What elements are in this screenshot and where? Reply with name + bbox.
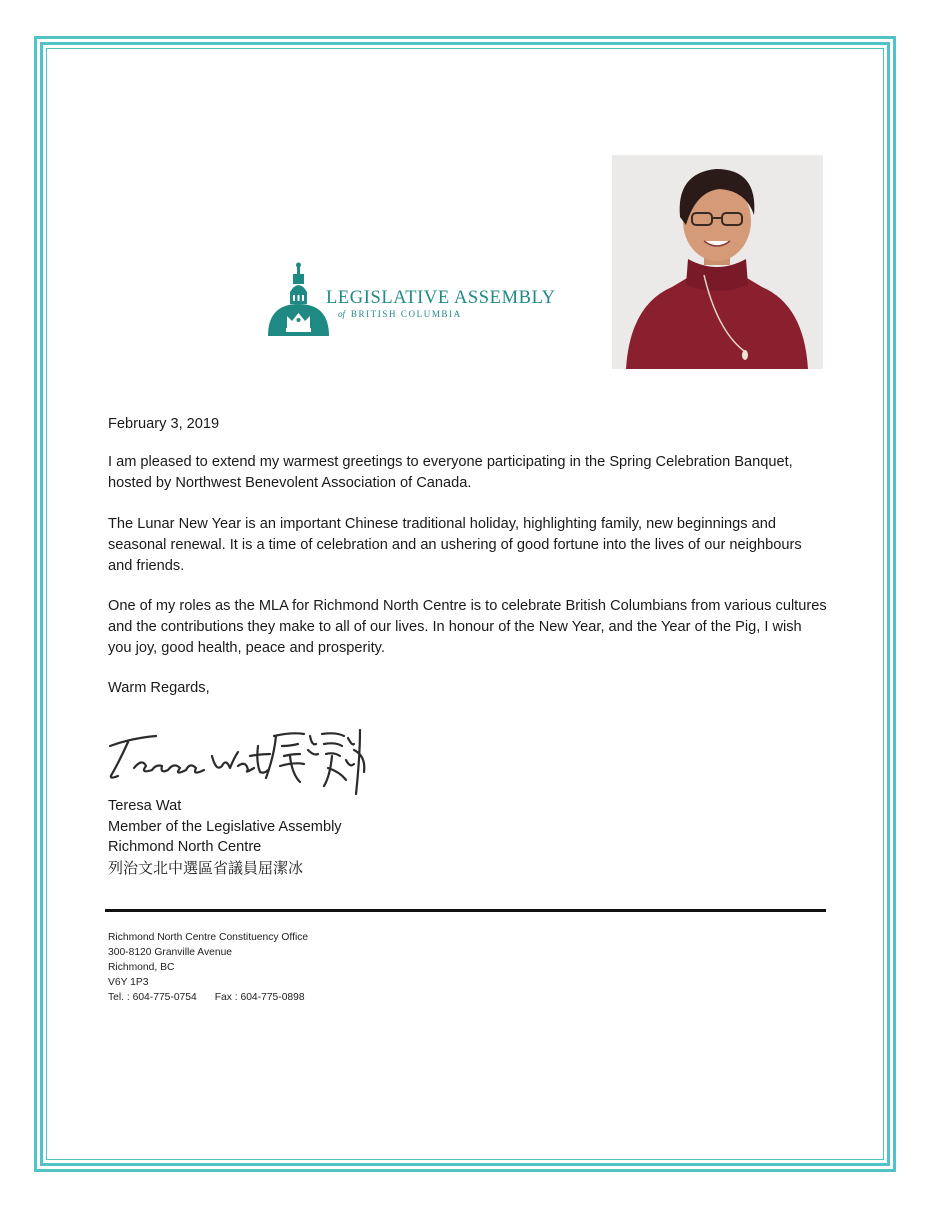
- office-tel: Tel. : 604-775-0754: [108, 992, 197, 1003]
- signer-name: Teresa Wat: [108, 798, 182, 814]
- logo-subtitle-prefix: of: [338, 309, 346, 319]
- signer-block: [108, 796, 342, 879]
- office-fax: Fax : 604-775-0898: [214, 992, 305, 1003]
- portrait-illustration: [612, 155, 823, 369]
- letter-date: February 3, 2019: [108, 416, 220, 432]
- signer-chinese-title: 列治文北中選區省議員屈潔冰: [108, 859, 304, 877]
- logo-subtitle: [338, 309, 462, 319]
- footer-divider: [105, 909, 826, 912]
- office-city: Richmond, BC: [108, 962, 175, 973]
- office-footer: [108, 930, 308, 1005]
- office-postal: V6Y 1P3: [108, 977, 149, 988]
- letter-closing: Warm Regards,: [108, 680, 210, 696]
- office-name: Richmond North Centre Constituency Office: [108, 932, 309, 943]
- letter-paragraph-1: I am pleased to extend my warmest greetings to everyone participating in the Spring Celebration Banquet, hosted by Northwest Benevolent Association of Canada.: [108, 454, 793, 491]
- handwritten-signature: [104, 716, 366, 800]
- logo-subtitle-name: BRITISH COLUMBIA: [350, 309, 462, 319]
- logo-title: LEGISLATIVE ASSEMBLY: [326, 288, 556, 308]
- legislative-assembly-logo: [266, 262, 586, 340]
- signer-riding: Richmond North Centre: [108, 839, 262, 855]
- office-contact: [108, 990, 308, 1005]
- letter-paragraph-3: One of my roles as the MLA for Richmond North Centre is to celebrate British Columbians from various cultures and the contributions they make to all of our lives. In honour of the New Year, and the Year of the Pig, I wish you joy, good health, peace and prosperity.: [108, 598, 827, 656]
- portrait-photo: [612, 155, 823, 369]
- signer-title: Member of the Legislative Assembly: [108, 818, 342, 835]
- letter-paragraph-2: The Lunar New Year is an important Chinese traditional holiday, highlighting family, new beginnings and seasonal renewal. It is a time of celebration and an ushering of good fortune into the lives of our neighbours and friends.: [108, 516, 802, 574]
- office-street: 300-8120 Granville Avenue: [108, 947, 233, 958]
